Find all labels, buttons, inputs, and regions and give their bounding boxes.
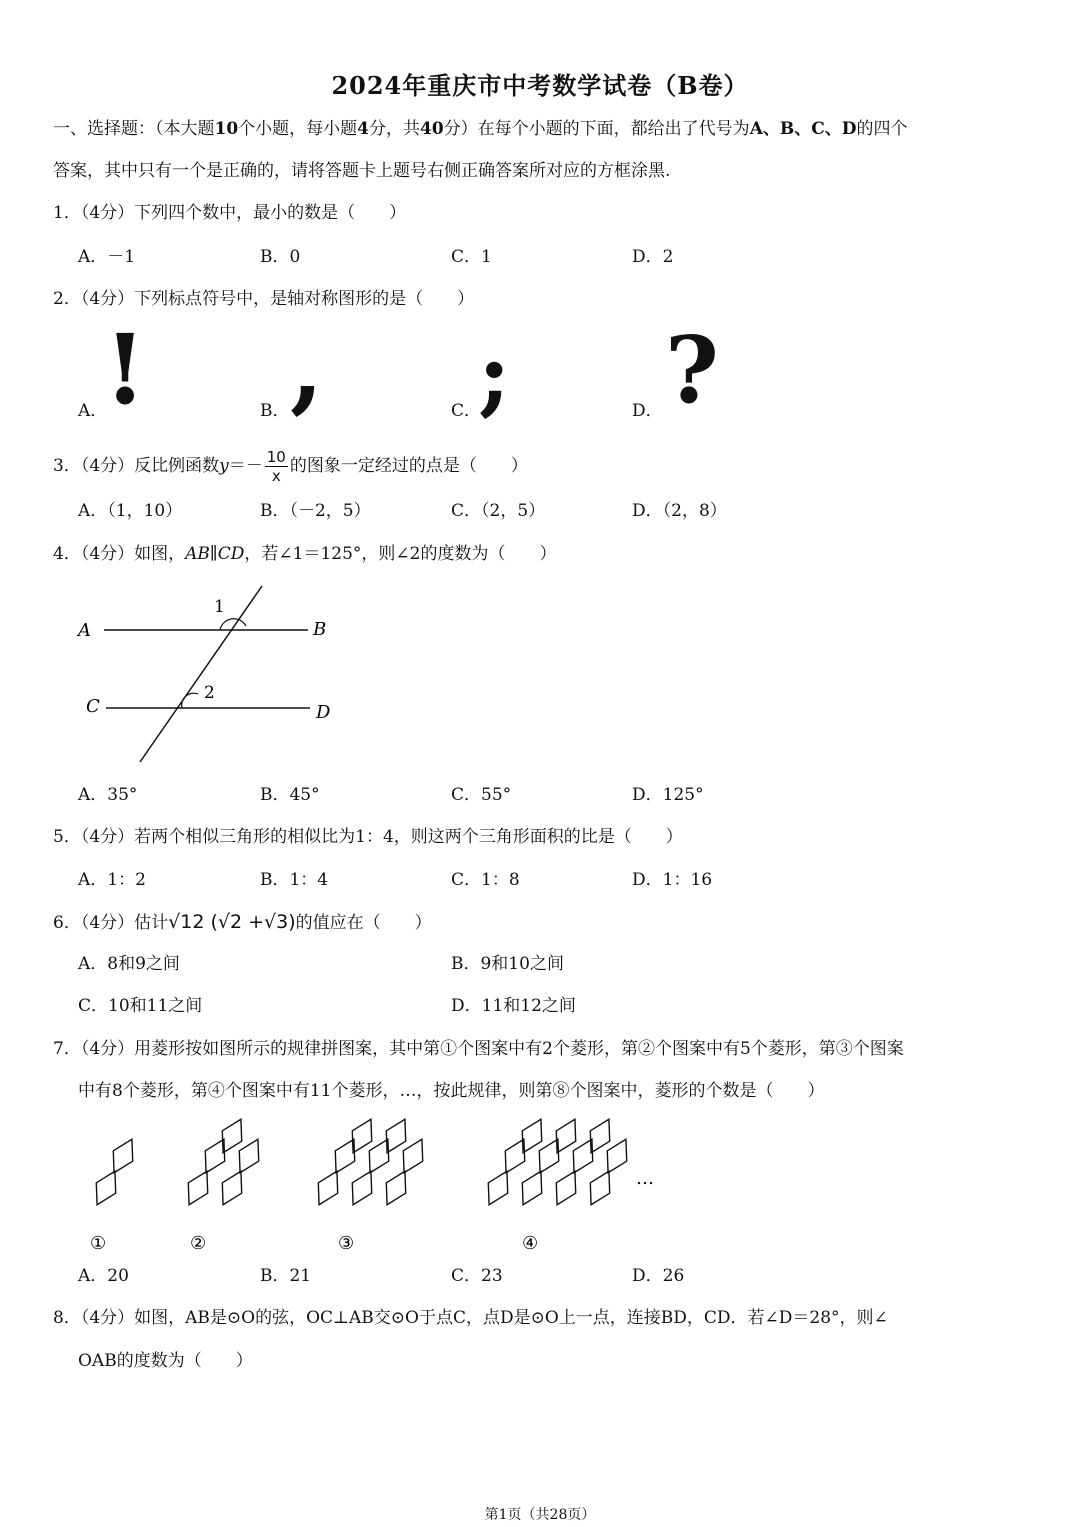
- rhombus: [496, 1134, 533, 1178]
- q8-stem-line2: OAB的度数为（ ）: [78, 1351, 253, 1371]
- rhombus: [343, 1166, 380, 1210]
- rhombus: [513, 1114, 550, 1158]
- rhombus: [326, 1134, 363, 1178]
- q3-option-b: B．（－2，5）: [260, 501, 371, 521]
- q1-option-d: D．2: [632, 247, 674, 267]
- q7-option-d: D．26: [632, 1266, 685, 1286]
- point-label-a: A: [78, 620, 91, 641]
- q7-option-a: A．20: [78, 1266, 129, 1286]
- q4-option-a: A．35°: [78, 785, 138, 805]
- q6-option-a: A．8和9之间: [78, 954, 180, 974]
- angle-label-1: 1: [214, 597, 225, 617]
- q4-option-c: C．55°: [451, 785, 512, 805]
- q4-option-d: D．125°: [632, 785, 704, 805]
- page-footer: 第1页（共28页）: [484, 1507, 596, 1523]
- rhombus: [547, 1114, 584, 1158]
- q8-stem-line1: 8．（4分）如图，AB是⊙O的弦，OC⊥AB交⊙O于点C，点D是⊙O上一点，连接BD，CD．若∠D＝28°，则∠: [53, 1308, 888, 1328]
- pattern-label-2: ②: [190, 1233, 207, 1254]
- rhombus: [213, 1114, 250, 1158]
- rhombus: [309, 1166, 346, 1210]
- rhombus: [87, 1166, 124, 1210]
- q1-option-c: C．1: [451, 247, 492, 267]
- q2-option-d: D．: [632, 401, 663, 421]
- q5-option-d: D．1：16: [632, 870, 713, 890]
- pattern-label-4: ④: [522, 1233, 539, 1254]
- point-label-c: C: [86, 696, 100, 717]
- q6-option-b: B．9和10之间: [451, 954, 564, 974]
- q6-option-d: D．11和12之间: [451, 996, 576, 1016]
- rhombus: [598, 1134, 635, 1178]
- q7-stem-line1: 7．（4分）用菱形按如图所示的规律拼图案，其中第①个图案中有2个菱形，第②个图案中有5个菱形，第③个图案: [53, 1039, 904, 1059]
- q3-option-a: A．（1，10）: [78, 501, 183, 521]
- rhombus: [479, 1166, 516, 1210]
- q1-stem: 1．（4分）下列四个数中，最小的数是（ ）: [53, 203, 407, 223]
- q7-stem-line2: 中有8个菱形，第④个图案中有11个菱形，…，按此规律，则第⑧个图案中，菱形的个数是（ ）: [78, 1081, 825, 1101]
- q7-option-c: C．23: [451, 1266, 503, 1286]
- q4-stem: 4．（4分）如图，AB∥CD，若∠1＝125°，则∠2的度数为（ ）: [53, 544, 557, 564]
- q4-option-b: B．45°: [260, 785, 320, 805]
- q5-option-b: B．1：4: [260, 870, 329, 890]
- pattern-label-1: ①: [90, 1233, 107, 1254]
- q2-option-c: C．: [451, 401, 482, 421]
- fraction-10-over-x: $\frac{10}{x}$: [266, 448, 286, 485]
- rhombus: [377, 1114, 414, 1158]
- rhombus: [564, 1134, 601, 1178]
- rhombus: [343, 1114, 380, 1158]
- q5-option-a: A．1：2: [78, 870, 146, 890]
- parallel-lines-figure: [70, 578, 350, 770]
- q2-stem: 2．（4分）下列标点符号中，是轴对称图形的是（ ）: [53, 289, 475, 309]
- rhombus: [581, 1166, 618, 1210]
- question-mark-glyph: ?: [665, 316, 719, 424]
- rhombus: [394, 1134, 431, 1178]
- section-instruction-line2: 答案，其中只有一个是正确的，请将答题卡上题号右侧正确答案所对应的方框涂黑.: [53, 161, 671, 181]
- radical-expression: √12 (√2 +√3): [168, 911, 296, 933]
- exclamation-mark-glyph: !: [104, 313, 147, 426]
- q3-stem: 3．（4分）反比例函数y＝－ $\frac{10}{x}$ 的图象一定经过的点是（ ）: [53, 448, 528, 485]
- rhombus: [513, 1166, 550, 1210]
- pattern-ellipsis: …: [636, 1168, 654, 1189]
- rhombus: [179, 1166, 216, 1210]
- rhombus-pattern-figure: [70, 1112, 670, 1257]
- angle-label-2: 2: [204, 683, 215, 703]
- rhombus: [360, 1134, 397, 1178]
- pattern-label-3: ③: [338, 1233, 355, 1254]
- q2-option-b: B．: [260, 401, 290, 421]
- rhombus: [230, 1134, 267, 1178]
- q6-option-c: C．10和11之间: [78, 996, 203, 1016]
- rhombus: [104, 1134, 141, 1178]
- rhombus: [377, 1166, 414, 1210]
- q1-option-b: B．0: [260, 247, 301, 267]
- rhombus: [547, 1166, 584, 1210]
- semicolon-glyph: ;: [478, 322, 511, 426]
- q2-option-a: A．: [78, 401, 108, 421]
- q5-stem: 5．（4分）若两个相似三角形的相似比为1：4，则这两个三角形面积的比是（ ）: [53, 827, 683, 847]
- rhombus: [530, 1134, 567, 1178]
- rhombus: [581, 1114, 618, 1158]
- q7-option-b: B．21: [260, 1266, 312, 1286]
- q5-option-c: C．1：8: [451, 870, 520, 890]
- rhombus: [213, 1166, 250, 1210]
- section-instruction-line1: 一、选择题：（本大题10个小题，每小题4分，共40分）在每个小题的下面，都给出了代号为A、B、C、D的四个: [53, 119, 908, 139]
- q3-option-d: D．（2，8）: [632, 501, 727, 521]
- point-label-d: D: [316, 702, 331, 723]
- q6-stem: 6．（4分）估计√12 (√2 +√3)的值应在（ ）: [53, 911, 432, 933]
- comma-glyph: ,: [290, 311, 324, 424]
- rhombus: [196, 1134, 233, 1178]
- point-label-b: B: [313, 619, 327, 640]
- page-title: 2024年重庆市中考数学试卷（B卷）: [331, 71, 749, 100]
- q3-option-c: C．（2，5）: [451, 501, 546, 521]
- q1-option-a: A．－1: [78, 247, 136, 267]
